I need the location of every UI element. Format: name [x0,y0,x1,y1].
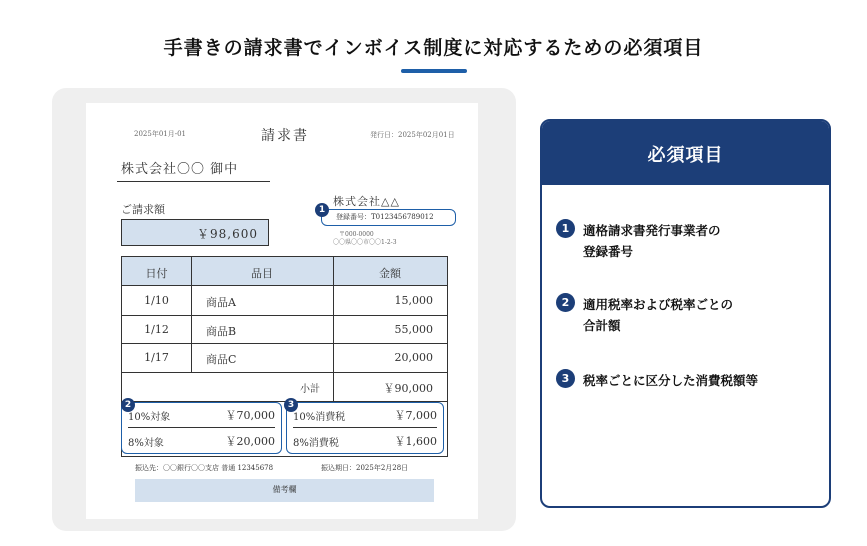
amount-label: ご請求額 [121,203,165,216]
tax-target-value: ￥70,000 [225,409,275,422]
row-amount: 15,000 [394,294,433,307]
requirement-line: 合計額 [583,318,621,333]
requirement-text [583,220,823,262]
registration-number-highlight [321,209,456,226]
tax-target-label: 8%対象 [128,438,164,449]
tax-target-highlight [121,402,282,454]
requirements-title: 必須項目 [647,145,724,166]
row-amount: 55,000 [394,323,433,336]
row-divider [122,372,447,373]
invoice-date: 2025年01月-01 [134,130,186,138]
requirement-line: 適用税率および税率ごとの [583,297,734,312]
row-date: 1/12 [144,323,169,336]
requirement-number: 3 [556,369,575,388]
memo-label: 備考欄 [272,485,297,494]
row-divider [122,315,447,316]
requirement-text [583,370,823,391]
tax-amount-label: 8%消費税 [293,438,339,449]
requirement-text [583,294,823,336]
row-divider [122,343,447,344]
page-title: 手書きの請求書でインボイス制度に対応するための必須項目 [163,37,704,59]
header-item: 品目 [251,267,273,280]
marker-2: 2 [121,398,135,412]
tax-divider [128,427,275,428]
registration-number: 登録番号：T0123456789012 [336,213,434,221]
tax-target-label: 10%対象 [128,412,171,423]
tax-amount-highlight [286,402,444,454]
title-underline [401,69,467,73]
invoice-recipient: 株式会社〇〇 御中 [121,162,239,177]
invoice-title: 請求書 [261,128,309,144]
tax-divider [293,427,437,428]
row-item: 商品B [206,325,237,338]
issuer-name: 株式会社△△ [333,195,400,208]
requirement-line: 適格請求書発行事業者の [583,223,721,238]
row-item: 商品A [206,296,236,309]
requirement-line: 税率ごとに区分した消費税額等 [583,373,759,388]
tax-amount-label: 10%消費税 [293,412,346,423]
payee-info: 振込先：〇〇銀行〇〇支店 普通 12345678 [135,464,274,472]
row-date: 1/17 [144,351,169,364]
subtotal-value: ￥90,000 [383,382,433,395]
memo-box [135,479,434,502]
invoice-issue-date: 発行日：2025年02月01日 [370,131,455,139]
requirements-card [540,119,831,508]
issuer-address: 〇〇県〇〇市〇〇1-2-3 [333,239,397,246]
amount-value: ￥98,600 [197,227,258,241]
requirements-header [542,121,831,185]
row-date: 1/10 [144,294,169,307]
header-date: 日付 [145,267,168,280]
row-amount: 20,000 [394,351,433,364]
payment-due: 振込期日：2025年2月28日 [321,464,409,472]
issuer-postal: 〒000-0000 [339,231,374,238]
recipient-underline [117,181,270,182]
tax-amount-value: ￥1,600 [394,435,437,448]
subtotal-label: 小計 [300,384,320,395]
header-amount: 金額 [379,267,401,280]
tax-amount-value: ￥7,000 [394,409,437,422]
requirement-number: 1 [556,219,575,238]
marker-1: 1 [315,203,329,217]
amount-box [121,219,269,246]
marker-3: 3 [284,398,298,412]
requirement-line: 登録番号 [583,244,634,259]
row-item: 商品C [206,353,237,366]
requirement-number: 2 [556,293,575,312]
tax-target-value: ￥20,000 [225,435,275,448]
